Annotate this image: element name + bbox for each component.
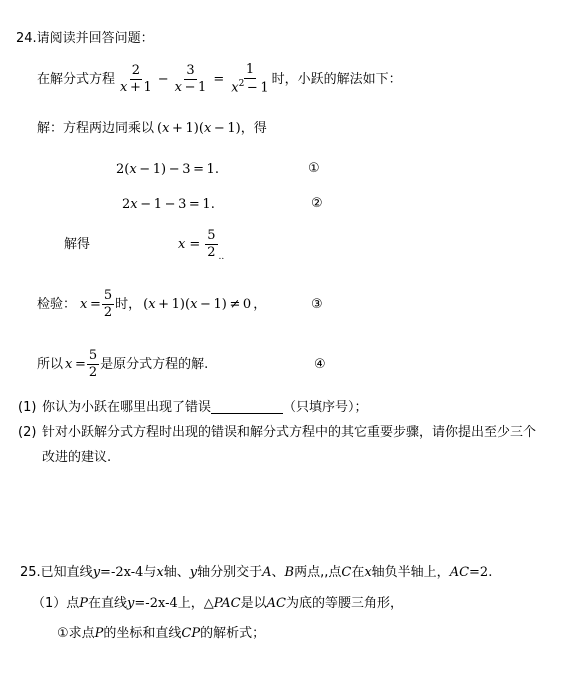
q24-sub1 (42, 401, 368, 414)
step-1-equation: 2(x − 1) − 3 = 1. (116, 162, 219, 177)
q24-intro-suffix: 时，小跃的解法如下： (271, 71, 402, 87)
check-fraction: $\frac{5}{2}$ (103, 288, 113, 321)
conclusion-fraction: $\frac{5}{2}$ (88, 348, 98, 381)
q25-header: 25.已知直线y=-2x-4与x轴、y轴分别交于A、B两点,,点C在x轴负半轴上，AC=2. (20, 565, 493, 580)
q25-item1: ①求点P的坐标和直线CP的解析式； (57, 626, 266, 641)
q24-sub2-line1: 针对小跃解分式方程时出现的错误和解分式方程中的其它重要步骤，请你提出至少三个 (42, 425, 537, 440)
solve-label: 解得 (64, 237, 91, 252)
q24-header: 24.请阅读并回答问题： (16, 31, 154, 46)
q24-intro-prefix: 在解分式方程 (37, 71, 116, 87)
q24-sub2-line2: 改进的建议. (42, 450, 112, 465)
check-label: 检验： (37, 297, 77, 313)
q24-intro (37, 62, 402, 97)
step-4-mark: ④ (314, 357, 326, 372)
q24-solution-suffix: ，得 (240, 121, 267, 136)
q24-sub1-after: （只填序号）； (283, 400, 368, 415)
so-suffix: 是原分式方程的解. (100, 357, 209, 373)
solve-result: x = $\frac{5}{2}$ .. (178, 228, 225, 262)
check-expression: (x + 1)(x − 1) ≠ 0 (143, 297, 252, 313)
step-1-mark: ① (308, 161, 320, 176)
answer-blank[interactable] (211, 401, 283, 414)
check-mid: 时， (115, 297, 142, 313)
q24-solution-prefix: 解：方程两边同乘以 (37, 121, 155, 136)
conclusion-line: 所以 x = $\frac{5}{2}$ 是原分式方程的解. (37, 348, 209, 381)
step-2-mark: ② (311, 196, 323, 211)
q24-sub1-text: 你认为小跃在哪里出现了错误 (42, 400, 212, 415)
multiplier-expression: (x + 1)(x − 1) (157, 121, 241, 136)
so-prefix: 所以 (37, 357, 64, 373)
q24-solution-line (37, 122, 267, 135)
step-2-equation: 2x − 1 − 3 = 1. (122, 197, 215, 212)
q25-sub1: （1）点P在直线y=-2x-4上，△PAC是以AC为底的等腰三角形， (32, 596, 403, 611)
check-line: 检验： x = $\frac{5}{2}$ 时， (x + 1)(x − 1) ≠ 0 ， (37, 288, 267, 321)
equation-original: $\frac{2}{x + 1}$ − $\frac{3}{x - 1}$ = $\frac{1}{x^2 - 1}$ (120, 62, 269, 96)
q24-sub2-number: (2) (18, 425, 37, 440)
step-3-mark: ③ (311, 297, 323, 312)
q24-sub1-number: (1) (18, 400, 37, 415)
